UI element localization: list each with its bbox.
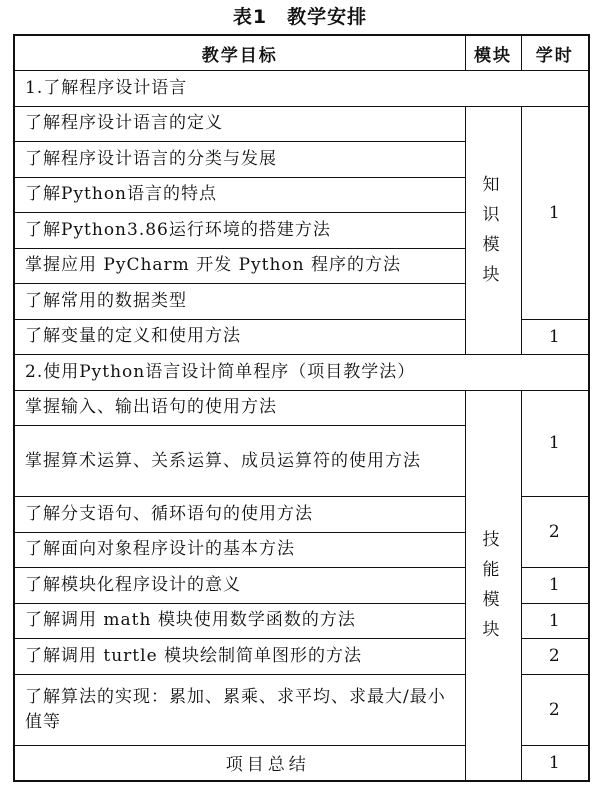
summary-hours: 1 — [521, 745, 589, 781]
hours-cell: 1 — [521, 319, 589, 355]
module-label-line1: 技能 — [482, 530, 504, 580]
hours-cell: 2 — [521, 497, 589, 568]
section-heading-row — [14, 355, 589, 391]
summary-row — [14, 745, 589, 781]
hours-cell: 1 — [521, 603, 589, 639]
hours-cell: 1 — [521, 568, 589, 604]
table-row — [14, 106, 589, 142]
goal-cell: 了解常用的数据类型 — [14, 284, 465, 320]
goal-cell: 了解调用 math 模块使用数学函数的方法 — [14, 603, 465, 639]
table-title: 表1 教学安排 — [232, 6, 368, 28]
module-label-line2: 模块 — [482, 235, 504, 286]
hours-cell: 2 — [521, 674, 589, 745]
goal-cell: 掌握应用 PyCharm 开发 Python 程序的方法 — [14, 248, 465, 284]
section-heading-row — [14, 71, 589, 107]
summary-label: 项目总结 — [14, 745, 521, 781]
goal-cell: 了解调用 turtle 模块绘制简单图形的方法 — [14, 639, 465, 675]
goal-cell: 了解面向对象程序设计的基本方法 — [14, 532, 465, 568]
goal-cell: 了解程序设计语言的定义 — [14, 106, 465, 142]
module-label-line1: 知识 — [482, 175, 504, 226]
goal-cell: 掌握算术运算、关系运算、成员运算符的使用方法 — [14, 426, 465, 497]
goal-cell: 了解分支语句、循环语句的使用方法 — [14, 497, 465, 533]
module-cell-knowledge — [465, 106, 521, 355]
module-label-line2: 模块 — [482, 590, 504, 640]
goal-cell: 了解Python3.86运行环境的搭建方法 — [14, 213, 465, 249]
section-heading: 1.了解程序设计语言 — [14, 71, 589, 107]
module-cell-skills — [465, 390, 521, 781]
header-goal: 教学目标 — [14, 35, 465, 71]
header-row — [14, 35, 589, 71]
goal-cell: 了解模块化程序设计的意义 — [14, 568, 465, 604]
hours-cell: 1 — [521, 390, 589, 497]
goal-cell: 了解Python语言的特点 — [14, 177, 465, 213]
goal-cell: 了解算法的实现：累加、累乘、求平均、求最大/最小值等 — [14, 674, 465, 745]
section-heading: 2.使用Python语言设计简单程序（项目教学法） — [14, 355, 589, 391]
hours-cell: 1 — [521, 106, 589, 319]
goal-cell: 掌握输入、输出语句的使用方法 — [14, 390, 465, 426]
header-module: 模块 — [465, 35, 521, 71]
table-row — [14, 390, 589, 426]
teaching-schedule-table — [13, 34, 590, 782]
header-hours: 学时 — [521, 35, 589, 71]
goal-cell: 了解程序设计语言的分类与发展 — [14, 142, 465, 178]
goal-cell: 了解变量的定义和使用方法 — [14, 319, 465, 355]
hours-cell: 2 — [521, 639, 589, 675]
